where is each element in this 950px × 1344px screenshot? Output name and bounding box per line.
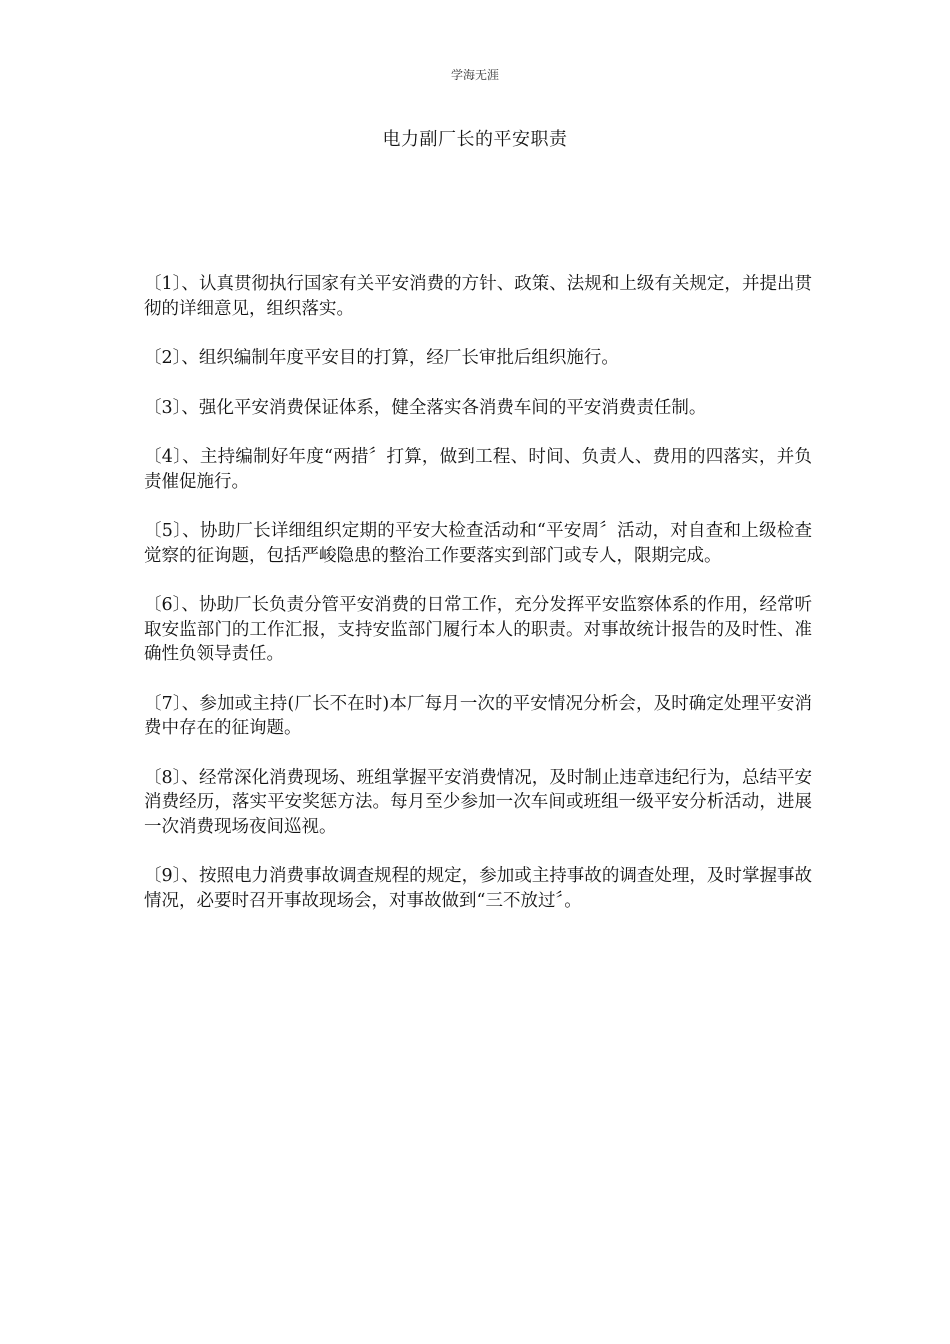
- paragraph-7: 〔7〕、参加或主持(厂长不在时)本厂每月一次的平安情况分析会，及时确定处理平安消费中存在的征询题。: [144, 693, 812, 738]
- paragraph-8: 〔8〕、经常深化消费现场、班组掌握平安消费情况，及时制止违章违纪行为，总结平安消费经历，落实平安奖惩方法。每月至少参加一次车间或班组一级平安分析活动，进展一次消费现场夜间巡视。: [144, 767, 812, 837]
- paragraph-1: 〔1〕、认真贯彻执行国家有关平安消费的方针、政策、法规和上级有关规定，并提出贯彻的详细意见，组织落实。: [144, 274, 812, 319]
- document-body: [144, 272, 812, 938]
- paragraph-4: 〔4〕、主持编制好年度“两措〞打算，做到工程、时间、负责人、费用的四落实，并负责催促施行。: [144, 447, 812, 492]
- paragraph-2: 〔2〕、组织编制年度平安目的打算，经厂长审批后组织施行。: [144, 348, 619, 368]
- paragraph-9: 〔9〕、按照电力消费事故调查规程的规定，参加或主持事故的调查处理，及时掌握事故情况，必要时召开事故现场会，对事故做到“三不放过〞。: [144, 866, 812, 911]
- paragraph-6: 〔6〕、协助厂长负责分管平安消费的日常工作，充分发挥平安监察体系的作用，经常听取安监部门的工作汇报，支持安监部门履行本人的职责。对事故统计报告的及时性、准确性负领导责任。: [144, 595, 812, 664]
- page-header: 学海无涯: [450, 68, 499, 82]
- document-title: 电力副厂长的平安职责: [382, 129, 568, 150]
- paragraph-5: 〔5〕、协助厂长详细组织定期的平安大检查活动和“平安周〞活动，对自查和上级检查觉察的征询题，包括严峻隐患的整治工作要落实到部门或专人，限期完成。: [144, 521, 812, 566]
- paragraph-3: 〔3〕、强化平安消费保证体系，健全落实各消费车间的平安消费责任制。: [144, 397, 707, 418]
